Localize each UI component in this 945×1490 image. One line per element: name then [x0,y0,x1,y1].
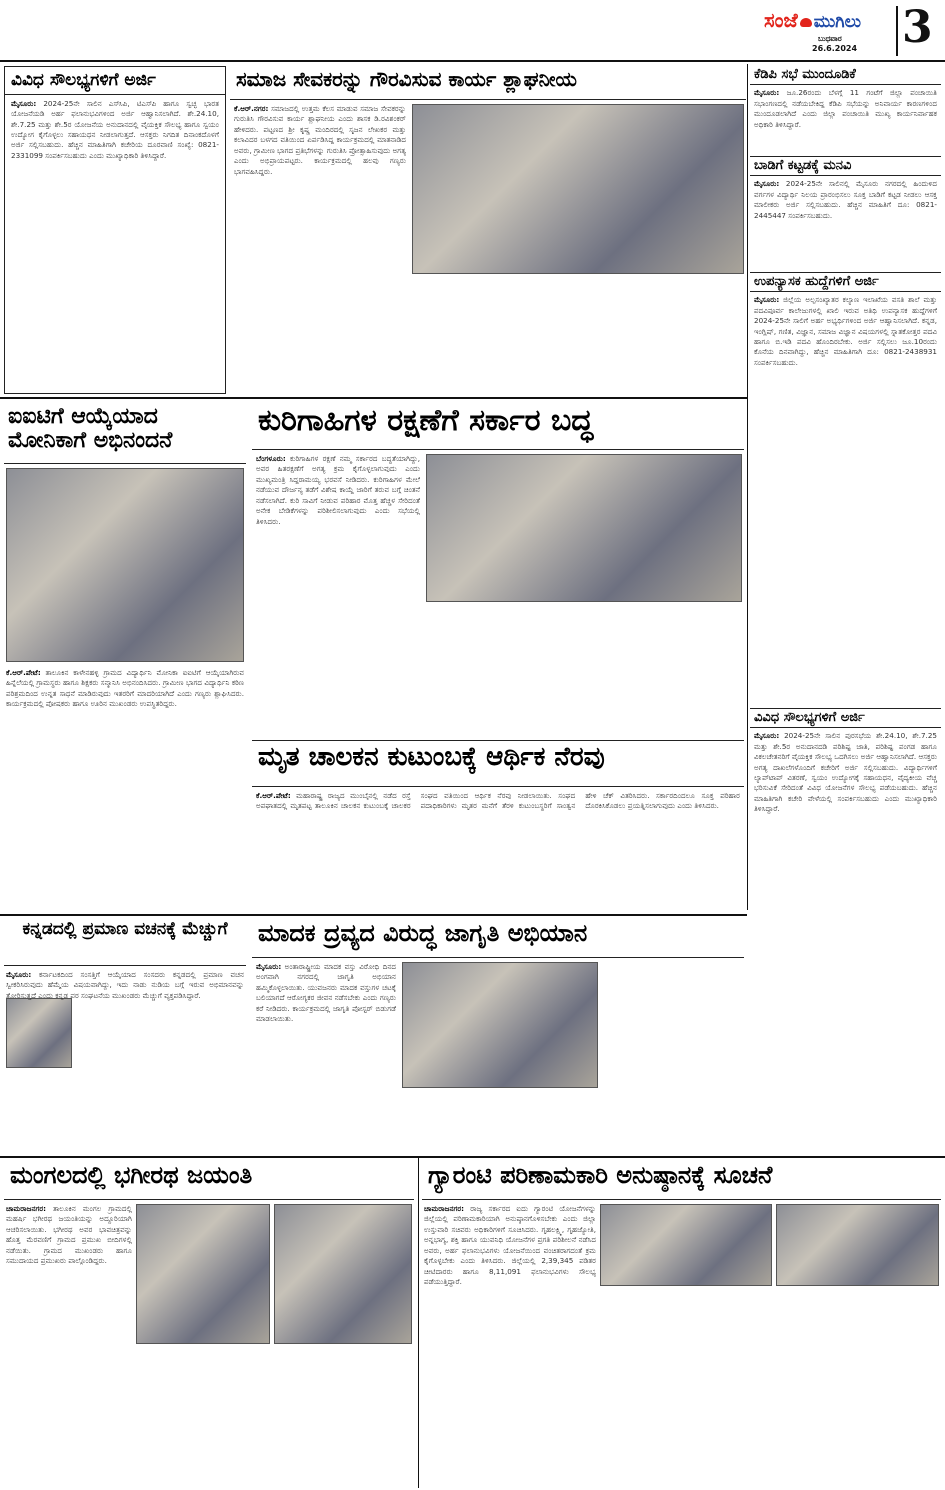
column-divider [418,1158,419,1488]
article-a6-body [6,668,244,710]
article-a5-text: ಜಿಲ್ಲೆಯ ಅಲ್ಪಸಂಖ್ಯಾತರ ಕಲ್ಯಾಣ ಇಲಾಖೆಯ ವಸತಿ ಶಾಲೆ ಮತ್ತು ಪದವಿಪೂರ್ವ ಕಾಲೇಜುಗಳಲ್ಲಿ ಖಾಲಿ ಇರುವ ಅತಿಥಿ ಉಪನ್ಯಾಸಕ ಹುದ್ದೆಗಳಿಗೆ 2024-25ನೇ ಸಾಲಿಗೆ ಅರ್ಹ ಅಭ್ಯರ್ಥಿಗಳಿಂದ ಅರ್ಜಿ ಆಹ್ವಾನಿಸಲಾಗಿದೆ. ಕನ್ನಡ, ಇಂಗ್ಲಿಷ್, ಗಣಿತ, ವಿಜ್ಞಾನ, ಸಮಾಜ ವಿಜ್ಞಾನ ವಿಷಯಗಳಲ್ಲಿ ಸ್ನಾತಕೋತ್ತರ ಪದವಿ ಹಾಗೂ ಬಿ.ಇಡಿ ಪದವಿ ಹೊಂದಿರಬೇಕು. ಅರ್ಜಿ ಸಲ್ಲಿಸಲು ಜೂ.10ರಂದು ಕೊನೆಯ ದಿನವಾಗಿದ್ದು, ಹೆಚ್ಚಿನ ಮಾಹಿತಿಗಾಗಿ ದೂ: 0821-2438931 ಸಂಪರ್ಕಿಸಬಹುದು. [754,295,937,367]
article-a3-headline: ಕೆಡಿಪಿ ಸಭೆ ಮುಂದೂಡಿಕೆ [750,66,941,85]
article-a4-headline: ಬಾಡಿಗೆ ಕಟ್ಟಡಕ್ಕೆ ಮನವಿ [750,157,941,176]
article-a8-headline: ವಿವಿಧ ಸೌಲಭ್ಯಗಳಿಗೆ ಅರ್ಜಿ [750,709,941,728]
article-a5-dateline: ಮೈಸೂರು: [754,295,780,305]
article-a2-text: ಸಮಾಜದಲ್ಲಿ ಉತ್ತಮ ಕೆಲಸ ಮಾಡುವ ಸಮಾಜ ಸೇವಕರನ್ನು ಗುರುತಿಸಿ ಗೌರವಿಸುವ ಕಾರ್ಯ ಶ್ಲಾಘನೀಯ ಎಂದು ಶಾಸಕ ಡಿ.ರವಿಶಂಕರ್ ಹೇಳಿದರು. ಪಟ್ಟಣದ ಶ್ರೀ ಕೃಷ್ಣ ಮಂದಿರದಲ್ಲಿ ಸೃಜನ ಲೇಖಕರ ಮತ್ತು ಕಲಾವಿದರ ಬಳಗದ ವತಿಯಿಂದ ಏರ್ಪಡಿಸಿದ್ದ ಕಾರ್ಯಕ್ರಮದಲ್ಲಿ ಮಾತನಾಡಿದ ಅವರು, ಗ್ರಾಮೀಣ ಭಾಗದ ಪ್ರತಿಭೆಗಳನ್ನು ಗುರುತಿಸಿ ಪ್ರೋತ್ಸಾಹಿಸುವುದು ಅಗತ್ಯ ಎಂದು ಅಭಿಪ್ರಾಯಪಟ್ಟರು. ಕಾರ್ಯಕ್ರಮದಲ್ಲಿ ಹಲವು ಗಣ್ಯರು ಭಾಗವಹಿಸಿದ್ದರು. [234,104,406,176]
masthead-divider [896,6,898,56]
article-a2 [230,66,746,394]
article-a1-dateline: ಮೈಸೂರು: [11,98,37,108]
article-a13-dateline: ಚಾಮರಾಜನಗರ: [424,1204,465,1213]
article-a7-body [256,454,420,732]
article-a7-headline: ಕುರಿಗಾಹಿಗಳ ರಕ್ಷಣೆಗೆ ಸರ್ಕಾರ ಬದ್ಧ [252,402,744,450]
article-a4-text: 2024-25ನೇ ಸಾಲಿನಲ್ಲಿ ಮೈಸೂರು ನಗರದಲ್ಲಿ ಹಿಂದುಳಿದ ವರ್ಗಗಳ ವಿದ್ಯಾರ್ಥಿ ನಿಲಯ ಪ್ರಾರಂಭಿಸಲು ಸೂಕ್ತ ಬಾಡಿಗೆ ಕಟ್ಟಡ ನೀಡಲು ಆಸಕ್ತ ಮಾಲೀಕರು ಅರ್ಜಿ ಸಲ್ಲಿಸಬಹುದು. ಹೆಚ್ಚಿನ ಮಾಹಿತಿಗೆ ದೂ: 0821-2445447 ಸಂಪರ್ಕಿಸಬಹುದು. [754,179,937,220]
masthead-brand-a: ಸಂಜೆ [764,8,798,32]
article-a7 [252,402,744,736]
article-a4 [750,156,941,268]
article-a2-photo [412,104,744,274]
article-a13-photo-1 [600,1204,772,1286]
article-a8-dateline: ಮೈಸೂರು: [754,731,780,741]
article-a4-dateline: ಮೈಸೂರು: [754,179,780,189]
row-divider [0,1156,945,1158]
article-a10-dateline: ಮೈಸೂರು: [6,970,32,979]
article-a12-body [6,1204,132,1482]
article-a2-body [234,104,406,392]
article-a8-body [750,728,941,818]
article-a1-body [5,95,225,166]
masthead-logo [764,8,894,34]
article-a6 [4,402,246,912]
article-a10 [4,918,246,1154]
article-a10-photo [6,998,72,1068]
article-a6-text: ತಾಲೂಕಿನ ಕಾಳೇನಹಳ್ಳಿ ಗ್ರಾಮದ ವಿದ್ಯಾರ್ಥಿನಿ ಮೋನಿಕಾ ಐಐಟಿಗೆ ಆಯ್ಕೆಯಾಗಿರುವ ಹಿನ್ನೆಲೆಯಲ್ಲಿ ಗ್ರಾಮಸ್ಥರು ಹಾಗೂ ಶಿಕ್ಷಕರು ಸನ್ಮಾನಿಸಿ ಅಭಿನಂದಿಸಿದರು. ಗ್ರಾಮೀಣ ಭಾಗದ ವಿದ್ಯಾರ್ಥಿನಿ ಕಠಿಣ ಪರಿಶ್ರಮದಿಂದ ಉನ್ನತ ಸಾಧನೆ ಮಾಡಿರುವುದು ಇತರರಿಗೆ ಮಾದರಿಯಾಗಿದೆ ಎಂದು ಗಣ್ಯರು ಶ್ಲಾಘಿಸಿದರು. ಕಾರ್ಯಕ್ರಮದಲ್ಲಿ ಪೋಷಕರು ಹಾಗೂ ಊರಿನ ಮುಖಂಡರು ಉಪಸ್ಥಿತರಿದ್ದರು. [6,668,244,709]
article-a12-text: ತಾಲೂಕಿನ ಮಂಗಲ ಗ್ರಾಮದಲ್ಲಿ ಮಹರ್ಷಿ ಭಗೀರಥ ಜಯಂತಿಯನ್ನು ಅದ್ದೂರಿಯಾಗಿ ಆಚರಿಸಲಾಯಿತು. ಭಗೀರಥ ಅವರ ಭಾವಚಿತ್ರವನ್ನು ಹೊತ್ತ ಮೆರವಣಿಗೆ ಗ್ರಾಮದ ಪ್ರಮುಖ ಬೀದಿಗಳಲ್ಲಿ ನಡೆಯಿತು. ಗ್ರಾಮದ ಮುಖಂಡರು ಹಾಗೂ ಸಮುದಾಯದ ಪ್ರಮುಖರು ಪಾಲ್ಗೊಂಡಿದ್ದರು. [6,1204,132,1266]
article-a3-body [750,85,941,133]
article-a2-headline: ಸಮಾಜ ಸೇವಕರನ್ನು ಗೌರವಿಸುವ ಕಾರ್ಯ ಶ್ಲಾಘನೀಯ [230,66,746,100]
article-a6-photo [6,468,244,662]
article-a9-text: ಮಹಾರಾಷ್ಟ್ರ ರಾಜ್ಯದ ಮುಂಬೈನಲ್ಲಿ ನಡೆದ ರಸ್ತೆ ಅಪಘಾತದಲ್ಲಿ ಮೃತಪಟ್ಟ ತಾಲೂಕಿನ ಚಾಲಕನ ಕುಟುಂಬಕ್ಕೆ ಚಾಲಕರ ಸಂಘದ ವತಿಯಿಂದ ಆರ್ಥಿಕ ನೆರವು ನೀಡಲಾಯಿತು. ಸಂಘದ ಪದಾಧಿಕಾರಿಗಳು ಮೃತರ ಮನೆಗೆ ತೆರಳಿ ಕುಟುಂಬಸ್ಥರಿಗೆ ಸಾಂತ್ವನ ಹೇಳಿ ಚೆಕ್ ವಿತರಿಸಿದರು. ಸರ್ಕಾರದಿಂದಲೂ ಸೂಕ್ತ ಪರಿಹಾರ ದೊರಕಿಸಿಕೊಡಲು ಪ್ರಯತ್ನಿಸಲಾಗುವುದು ಎಂದು ತಿಳಿಸಿದರು. [256,791,740,811]
article-a13-photo-2 [776,1204,939,1286]
article-a5-body [750,292,941,371]
article-a7-dateline: ಬೆಂಗಳೂರು: [256,454,286,463]
article-a13-text: ರಾಜ್ಯ ಸರ್ಕಾರದ ಐದು ಗ್ಯಾರಂಟಿ ಯೋಜನೆಗಳನ್ನು ಜಿಲ್ಲೆಯಲ್ಲಿ ಪರಿಣಾಮಕಾರಿಯಾಗಿ ಅನುಷ್ಠಾನಗೊಳಿಸಬೇಕು ಎಂದು ಜಿಲ್ಲಾ ಉಸ್ತುವಾರಿ ಸಚಿವರು ಅಧಿಕಾರಿಗಳಿಗೆ ಸೂಚಿಸಿದರು. ಗೃಹಲಕ್ಷ್ಮಿ, ಗೃಹಜ್ಯೋತಿ, ಅನ್ನಭಾಗ್ಯ, ಶಕ್ತಿ ಹಾಗೂ ಯುವನಿಧಿ ಯೋಜನೆಗಳ ಪ್ರಗತಿ ಪರಿಶೀಲನೆ ನಡೆಸಿದ ಅವರು, ಅರ್ಹ ಫಲಾನುಭವಿಗಳು ಯೋಜನೆಯಿಂದ ವಂಚಿತರಾಗದಂತೆ ಕ್ರಮ ಕೈಗೊಳ್ಳಬೇಕು ಎಂದು ತಿಳಿಸಿದರು. ಜಿಲ್ಲೆಯಲ್ಲಿ 2,39,345 ಪಡಿತರ ಚೀಟಿದಾರರು ಹಾಗೂ 8,11,091 ಫಲಾನುಭವಿಗಳು ಸೌಲಭ್ಯ ಪಡೆಯುತ್ತಿದ್ದಾರೆ. [424,1204,596,1287]
article-a12-photo-1 [136,1204,270,1344]
article-a8 [750,708,941,1038]
article-a11-text: ಅಂತಾರಾಷ್ಟ್ರೀಯ ಮಾದಕ ವಸ್ತು ವಿರೋಧಿ ದಿನದ ಅಂಗವಾಗಿ ನಗರದಲ್ಲಿ ಜಾಗೃತಿ ಅಭಿಯಾನ ಹಮ್ಮಿಕೊಳ್ಳಲಾಯಿತು. ಯುವಜನರು ಮಾದಕ ವಸ್ತುಗಳ ಚಟಕ್ಕೆ ಬಲಿಯಾಗದೆ ಆರೋಗ್ಯಕರ ಜೀವನ ನಡೆಸಬೇಕು ಎಂದು ಗಣ್ಯರು ಕರೆ ನೀಡಿದರು. ಕಾರ್ಯಕ್ರಮದಲ್ಲಿ ಜಾಗೃತಿ ಪೋಸ್ಟರ್ ಬಿಡುಗಡೆ ಮಾಡಲಾಯಿತು. [256,962,396,1024]
article-a9-dateline: ಕೆ.ಆರ್.ಪೇಟೆ: [256,791,291,800]
article-a8-text: 2024-25ನೇ ಸಾಲಿನ ಪುರಸಭೆಯ ಶೇ.24.10, ಶೇ.7.25 ಮತ್ತು ಶೇ.5ರ ಅನುದಾನದಡಿ ಪರಿಶಿಷ್ಟ ಜಾತಿ, ಪರಿಶಿಷ್ಟ ಪಂಗಡ ಹಾಗೂ ವಿಕಲಚೇತನರಿಗೆ ವೈಯಕ್ತಿಕ ಸೌಲಭ್ಯ ಒದಗಿಸಲು ಅರ್ಜಿ ಆಹ್ವಾನಿಸಲಾಗಿದೆ. ಆಸಕ್ತರು ಅಗತ್ಯ ದಾಖಲೆಗಳೊಂದಿಗೆ ಕಚೇರಿಗೆ ಅರ್ಜಿ ಸಲ್ಲಿಸಬಹುದು. ವಿದ್ಯಾರ್ಥಿಗಳಿಗೆ ಲ್ಯಾಪ್‍ಟಾಪ್ ವಿತರಣೆ, ಸ್ವಯಂ ಉದ್ಯೋಗಕ್ಕೆ ಸಹಾಯಧನ, ವೈದ್ಯಕೀಯ ವೆಚ್ಚ ಭರಿಸುವಿಕೆ ಸೇರಿದಂತೆ ವಿವಿಧ ಯೋಜನೆಗಳ ಸೌಲಭ್ಯ ಪಡೆಯಬಹುದು. ಹೆಚ್ಚಿನ ಮಾಹಿತಿಗಾಗಿ ಕಚೇರಿ ವೇಳೆಯಲ್ಲಿ ಸಂಪರ್ಕಿಸಬಹುದು ಎಂದು ಮುಖ್ಯಾಧಿಕಾರಿ ತಿಳಿಸಿದ್ದಾರೆ. [754,731,937,814]
article-a11-body [256,962,396,1150]
article-a12 [4,1160,414,1486]
article-a6-headline: ಐಐಟಿಗೆ ಆಯ್ಕೆಯಾದ ಮೋನಿಕಾಗೆ ಅಭಿನಂದನೆ [4,402,246,464]
article-a3 [750,66,941,152]
article-a2-dateline: ಕೆ.ಆರ್.ನಗರ: [234,104,269,113]
article-a7-text: ಕುರಿಗಾಹಿಗಳ ರಕ್ಷಣೆ ನಮ್ಮ ಸರ್ಕಾರದ ಬದ್ಧತೆಯಾಗಿದ್ದು, ಅವರ ಹಿತರಕ್ಷಣೆಗೆ ಅಗತ್ಯ ಕ್ರಮ ಕೈಗೊಳ್ಳಲಾಗುವುದು ಎಂದು ಮುಖ್ಯಮಂತ್ರಿ ಸಿದ್ದರಾಮಯ್ಯ ಭರವಸೆ ನೀಡಿದರು. ಕುರಿಗಾಹಿಗಳ ಮೇಲೆ ನಡೆಯುವ ದೌರ್ಜನ್ಯ ತಡೆಗೆ ವಿಶೇಷ ಕಾಯ್ದೆ ಜಾರಿಗೆ ತರುವ ಬಗ್ಗೆ ಚಿಂತನೆ ನಡೆಸಲಾಗಿದೆ. ಕುರಿ ಸಾವಿಗೆ ನೀಡುವ ಪರಿಹಾರ ಮೊತ್ತ ಹೆಚ್ಚಳ ಸೇರಿದಂತೆ ಅನೇಕ ಬೇಡಿಕೆಗಳನ್ನು ಪರಿಶೀಲಿಸಲಾಗುವುದು ಎಂದು ಸಭೆಯಲ್ಲಿ ತಿಳಿಸಿದರು. [256,454,420,526]
article-a5 [750,272,941,704]
article-a7-photo [426,454,742,602]
article-a11-photo [402,962,598,1088]
article-a5-headline: ಉಪನ್ಯಾಸಕ ಹುದ್ದೆಗಳಿಗೆ ಅರ್ಜಿ [750,273,941,292]
article-a12-photo-2 [274,1204,412,1344]
cloud-icon [800,18,812,27]
article-a13-headline: ಗ್ಯಾರಂಟಿ ಪರಿಣಾಮಕಾರಿ ಅನುಷ್ಠಾನಕ್ಕೆ ಸೂಚನೆ [422,1160,941,1200]
row-divider [0,397,747,399]
article-a10-body [6,970,244,1001]
article-a9-headline: ಮೃತ ಚಾಲಕನ ಕುಟುಂಬಕ್ಕೆ ಆರ್ಥಿಕ ನೆರವು [252,741,744,787]
article-a1-text: 2024-25ನೇ ಸಾಲಿನ ಎಸ್‍ಸಿಪಿ, ಟಿಎಸ್‍ಪಿ ಹಾಗೂ ಸ್ವಚ್ಛ ಭಾರತ ಯೋಜನೆಯಡಿ ಅರ್ಹ ಫಲಾನುಭವಿಗಳಿಂದ ಅರ್ಜಿ ಆಹ್ವಾನಿಸಲಾಗಿದೆ. ಶೇ.24.10, ಶೇ.7.25 ಮತ್ತು ಶೇ.5ರ ಯೋಜನೆಯ ಅನುದಾನದಲ್ಲಿ ವೈಯಕ್ತಿಕ ಸೌಲಭ್ಯ ಹಾಗೂ ಸ್ವಯಂ ಉದ್ಯೋಗ ಕೈಗೊಳ್ಳಲು ಸಹಾಯಧನ ನೀಡಲಾಗುತ್ತದೆ. ಆಸಕ್ತರು ನಿಗದಿತ ದಿನಾಂಕದೊಳಗೆ ಅರ್ಜಿ ಸಲ್ಲಿಸಬಹುದು. ಹೆಚ್ಚಿನ ಮಾಹಿತಿಗಾಗಿ ಕಚೇರಿಯ ದೂರವಾಣಿ ಸಂಖ್ಯೆ: 0821-2331099 ಸಂಪರ್ಕಿಸಬಹುದು ಎಂದು ಮುಖ್ಯಾಧಿಕಾರಿ ತಿಳಿಸಿದ್ದಾರೆ. [11,98,220,160]
article-a9 [252,740,744,912]
row-divider [0,914,747,916]
masthead-brand-b: ಮುಗಿಲು [813,12,862,32]
article-a12-dateline: ಚಾಮರಾಜನಗರ: [6,1204,47,1213]
article-a1 [4,66,226,394]
article-a13-body [424,1204,596,1482]
article-a11-headline: ಮಾದಕ ದ್ರವ್ಯದ ವಿರುದ್ಧ ಜಾಗೃತಿ ಅಭಿಯಾನ [252,918,744,958]
article-a3-text: ಜೂ.26ರಂದು ಬೆಳಗ್ಗೆ 11 ಗಂಟೆಗೆ ಜಿಲ್ಲಾ ಪಂಚಾಯಿತಿ ಸಭಾಂಗಣದಲ್ಲಿ ನಡೆಯಬೇಕಿದ್ದ ಕೆಡಿಪಿ ಸಭೆಯನ್ನು ಅನಿವಾರ್ಯ ಕಾರಣಗಳಿಂದ ಮುಂದೂಡಲಾಗಿದೆ ಎಂದು ಜಿಲ್ಲಾ ಪಂಚಾಯಿತಿ ಮುಖ್ಯ ಕಾರ್ಯನಿರ್ವಾಹಕ ಅಧಿಕಾರಿ ತಿಳಿಸಿದ್ದಾರೆ. [754,88,937,129]
article-a11 [252,918,744,1154]
page-number: 3 [902,4,933,53]
masthead [760,4,941,60]
masthead-date: 26.6.2024 [812,44,858,53]
article-a6-dateline: ಕೆ.ಆರ್.ಪೇಟೆ: [6,668,41,677]
column-divider [747,64,748,910]
article-a10-headline: ಕನ್ನಡದಲ್ಲಿ ಪ್ರಮಾಣ ವಚನಕ್ಕೆ ಮೆಚ್ಚುಗೆ [4,918,246,966]
masthead-underline [0,60,945,62]
article-a4-body [750,176,941,224]
article-a3-dateline: ಮೈಸೂರು: [754,88,780,98]
article-a9-body [256,791,740,909]
article-a13 [422,1160,941,1486]
article-a12-headline: ಮಂಗಲದಲ್ಲಿ ಭಗೀರಥ ಜಯಂತಿ [4,1160,414,1200]
article-a11-dateline: ಮೈಸೂರು: [256,962,282,971]
article-a10-text: ಕರ್ನಾಟಕದಿಂದ ಸಂಸತ್ತಿಗೆ ಆಯ್ಕೆಯಾದ ಸಂಸದರು ಕನ್ನಡದಲ್ಲಿ ಪ್ರಮಾಣ ವಚನ ಸ್ವೀಕರಿಸಿರುವುದು ಹೆಮ್ಮೆಯ ವಿಷಯವಾಗಿದ್ದು, ಇದು ನಾಡು ನುಡಿಯ ಬಗ್ಗೆ ಇರುವ ಅಭಿಮಾನವನ್ನು ತೋರಿಸುತ್ತದೆ ಎಂದು ಕನ್ನಡ ಪರ ಸಂಘಟನೆಯ ಮುಖಂಡರು ಮೆಚ್ಚುಗೆ ವ್ಯಕ್ತಪಡಿಸಿದ್ದಾರೆ. [6,970,244,1000]
masthead-day: ಬುಧವಾರ [818,34,842,43]
article-a1-headline: ವಿವಿಧ ಸೌಲಭ್ಯಗಳಿಗೆ ಅರ್ಜಿ [5,67,225,95]
